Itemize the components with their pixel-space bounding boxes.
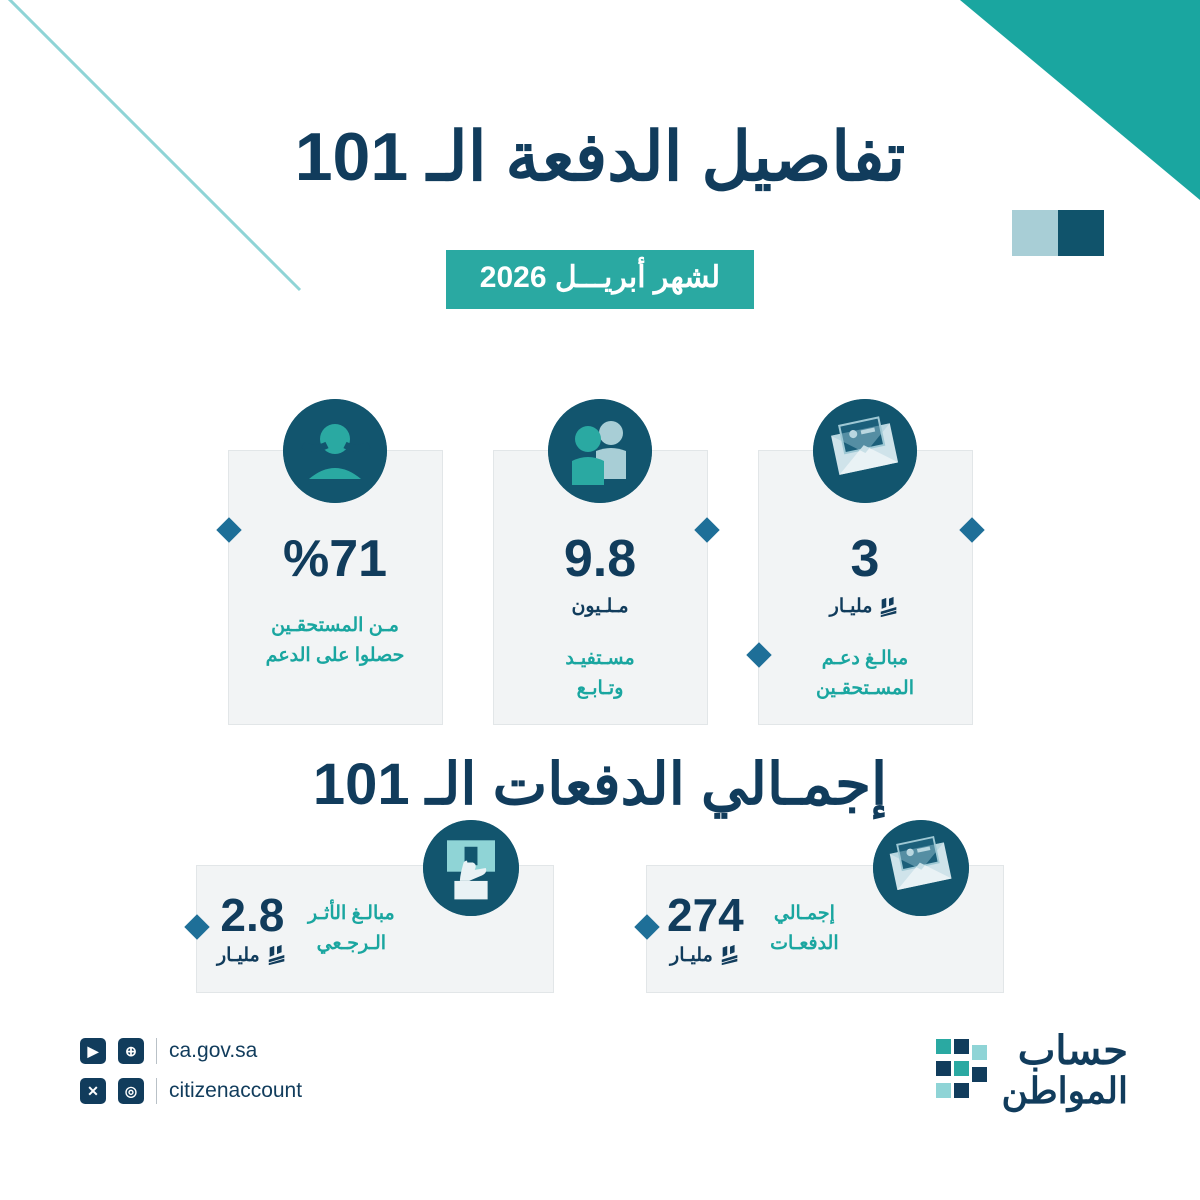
total-value-group (217, 888, 288, 967)
diamond-decoration (746, 642, 771, 667)
subtitle-badge: لشهر أبريـــل 2026 (446, 250, 754, 309)
stat-label: مسـتفيـد وتـابـع (565, 648, 635, 700)
totals-row (0, 865, 1200, 993)
youtube-icon[interactable]: ▶ (80, 1038, 106, 1064)
stat-value: %71 (282, 530, 388, 588)
saudi-riyal-icon (266, 944, 288, 966)
stat-cards-row (0, 450, 1200, 725)
total-value: 2.8 (220, 888, 285, 941)
total-card (196, 865, 554, 993)
footer-divider (156, 1078, 157, 1104)
social-handle[interactable]: citizenaccount (169, 1079, 303, 1102)
unit-text: مـلـيون (571, 596, 629, 617)
social-links (80, 1038, 302, 1104)
website-url[interactable]: ca.gov.sa (169, 1039, 258, 1062)
diamond-decoration (184, 914, 209, 939)
stat-card (758, 450, 973, 725)
diamond-decoration (634, 914, 659, 939)
social-row-handle (80, 1078, 302, 1104)
page-title: تفاصيل الدفعة الـ 101 (294, 119, 906, 195)
family-icon (548, 399, 652, 503)
envelope-money-icon (813, 399, 917, 503)
citizen-account-logo (936, 1030, 1128, 1110)
subtitle-container (0, 250, 1200, 309)
stat-label: مبالـغ دعـم المسـتحقـين (816, 648, 914, 700)
social-row-website (80, 1038, 302, 1064)
total-unit (217, 944, 288, 967)
stat-unit (830, 595, 901, 618)
x-twitter-icon[interactable]: ✕ (80, 1078, 106, 1104)
stat-card (228, 450, 443, 725)
unit-text: مليـار (670, 944, 713, 966)
total-card (646, 865, 1004, 993)
stat-label: مـن المستحقـين حصلوا على الدعم (265, 615, 405, 667)
section-title: إجمـالي الدفعات الـ 101 (312, 752, 888, 817)
stat-card (493, 450, 708, 725)
logo-line-1: حساب (1017, 1029, 1128, 1073)
logo-line-2: المواطن (1001, 1070, 1128, 1111)
stat-unit (571, 595, 628, 618)
total-value: 274 (667, 888, 744, 941)
user-circle-icon (283, 399, 387, 503)
diamond-decoration (694, 517, 719, 542)
total-label: إجمـالي الدفعـات (770, 902, 839, 954)
total-label: مبالـغ الأثـر الـرجـعي (308, 902, 395, 954)
total-value-group (667, 888, 744, 967)
footer (0, 1030, 1200, 1140)
envelope-money-icon (873, 820, 969, 916)
instagram-icon[interactable]: ◎ (118, 1078, 144, 1104)
globe-icon[interactable]: ⊕ (118, 1038, 144, 1064)
hand-cash-icon (423, 820, 519, 916)
diamond-decoration (959, 517, 984, 542)
unit-text: مليـار (829, 596, 873, 617)
logo-mark-icon (936, 1039, 988, 1101)
footer-divider (156, 1038, 157, 1064)
diamond-decoration (216, 517, 241, 542)
unit-text: مليـار (217, 944, 260, 966)
saudi-riyal-icon (878, 596, 900, 618)
stat-value: 3 (850, 530, 880, 588)
saudi-riyal-icon (719, 944, 741, 966)
logo-text (1002, 1030, 1128, 1110)
stat-value: 9.8 (563, 530, 637, 588)
total-unit (667, 944, 744, 967)
